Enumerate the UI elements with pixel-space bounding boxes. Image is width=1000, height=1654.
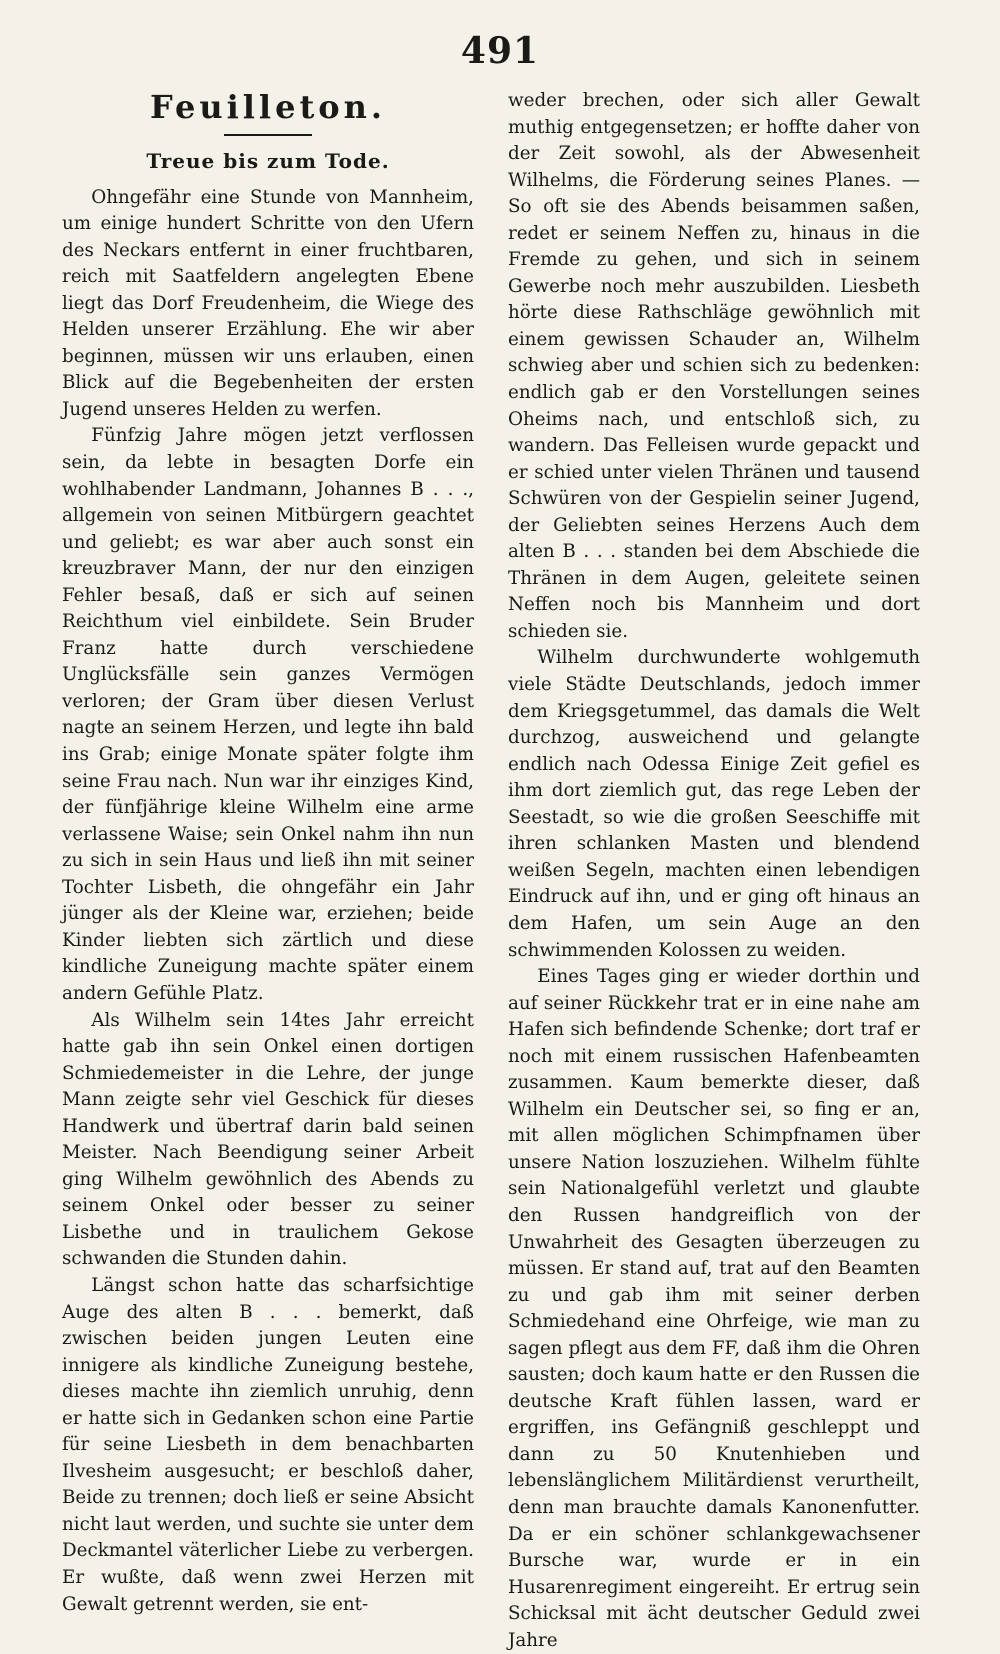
left-column [62,88,474,1618]
right-column [508,88,920,1654]
paragraph: Fünfzig Jahre mögen jetzt verflossen sein, da lebte in besagten Dorfe ein wohlhabender Landmann, Johannes B . . ., allgemein von seinen Mitbürgern geachtet und geliebt; es war aber auch sonst ein kreuzbraver Mann, der nur den einzigen Fehler besaß, daß er sich auf seinen Reichthum viel einbildete. Sein Bruder Franz hatte durch verschiedene Unglücksfälle sein ganzes Vermögen verloren; der Gram über diesen Verlust nagte an seinem Herzen, und legte ihn bald ins Grab; einige Monate später folgte ihm seine Frau nach. Nun war ihr einziges Kind, der fünfjährige kleine Wilhelm eine arme verlassene Waise; sein Onkel nahm ihn nun zu sich in sein Haus und ließ ihn mit seiner Tochter Lisbeth, die ohngefähr ein Jahr jünger als der Kleine war, erziehen; beide Kinder liebten sich zärtlich und diese kindliche Zuneigung machte später einem andern Gefühle Platz. [62,425,474,1004]
paragraph: Als Wilhelm sein 14tes Jahr erreicht hatte gab ihn sein Onkel einen dortigen Schmiedemeister in die Lehre, der junge Mann zeigte sehr viel Geschick für dieses Handwerk und übertraf darin bald seinen Meister. Nach Beendigung seiner Arbeit ging Wilhelm gewöhnlich des Abends zu seinem Onkel oder besser zu seiner Lisbethe und in traulichem Gekose schwanden die Stunden dahin. [62,1009,474,1270]
section-title: Feuilleton. [150,88,386,126]
page-number: 491 [460,30,540,72]
story-title: Treue bis zum Tode. [146,149,390,173]
title-divider [224,134,312,136]
paragraph: Längst schon hatte das scharfsichtige Auge des alten B . . . bemerkt, daß zwischen beiden jungen Leuten eine innigere als kindliche Zuneigung bestehe, dieses machte ihn ziemlich unruhig, denn er hatte sich in Gedanken schon eine Partie für seine Liesbeth in dem benachbarten Ilvesheim ausgesucht; er beschloß daher, Beide zu trennen; doch ließ er seine Absicht nicht laut werden, und suchte sie unter dem Deckmantel väterlicher Liebe zu verbergen. Er wußte, daß wenn zwei Herzen mit Gewalt getrennt werden, sie ent- [62,1274,474,1615]
paragraph: Wilhelm durchwunderte wohlgemuth viele Städte Deutschlands, jedoch immer dem Kriegsgetummel, das damals die Welt durchzog, ausweichend und gelangte endlich nach Odessa Einige Zeit gefiel es ihm dort ziemlich gut, das rege Leben der Seestadt, so wie die großen Seeschiffe mit ihren schlanken Masten und blendend weißen Segeln, machten einen lebendigen Eindruck auf ihn, und er ging oft hinaus an dem Hafen, um sein Auge an den schwimmenden Kolossen zu weiden. [508,647,920,961]
paragraph: Ohngefähr eine Stunde von Mannheim, um einige hundert Schritte von den Ufern des Neckars entfernt in einer fruchtbaren, reich mit Saatfeldern angelegten Ebene liegt das Dorf Freudenheim, die Wiege des Helden unserer Erzählung. Ehe wir aber beginnen, müssen wir uns erlauben, einen Blick auf die Begebenheiten der ersten Jugend unseres Helden zu werfen. [62,186,474,420]
paragraph: Eines Tages ging er wieder dorthin und auf seiner Rückkehr trat er in eine nahe am Hafen sich befindende Schenke; dort traf er noch mit einem russischen Hafenbeamten zusammen. Kaum bemerkte dieser, daß Wilhelm ein Deutscher sei, so fing er an, mit allen möglichen Schimpfnamen über unsere Nation loszuziehen. Wilhelm fühlte sein Nationalgefühl verletzt und glaubte den Russen handgreiflich von der Unwahrheit des Gesagten überzeugen zu müssen. Er stand auf, trat auf den Beamten zu und gab ihm mit seiner derben Schmiedehand eine Ohrfeige, wie man zu sagen pflegt aus dem FF, daß ihm die Ohren sausten; doch kaum hatte er den Russen die deutsche Kraft fühlen lassen, ward er ergriffen, ins Gefängniß geschleppt und dann zu 50 Knutenhieben und lebenslänglichem Militärdienst verurtheilt, denn man brauchte damals Kanonenfutter. Da er ein schöner schlankgewachsener Bursche war, wurde er in ein Husarenregiment eingereiht. Er ertrug sein Schicksal mit ächt deutscher Geduld zwei Jahre [508,966,920,1651]
paragraph-continued: weder brechen, oder sich aller Gewalt muthig entgegensetzen; er hoffte daher von der Zeit sowohl, als der Abwesenheit Wilhelms, die Förderung seines Planes. — So oft sie des Abends beisammen saßen, redet er seinem Neffen zu, hinaus in die Fremde zu gehen, und sich in seinem Gewerbe noch mehr auszubilden. Liesbeth hörte diese Rathschläge gewöhnlich mit einem gewissen Schauder an, Wilhelm schwieg aber und schien sich zu bedenken: endlich gab er den Vorstellungen seines Oheims nach, und entschloß sich, zu wandern. Das Felleisen wurde gepackt und er schied unter vielen Thränen und tausend Schwüren von der Gespielin seiner Jugend, der Geliebten seines Herzens Auch dem alten B . . . standen bei dem Abschiede die Thränen in dem Augen, geleitete seinen Neffen noch bis Mannheim und dort schieden sie. [508,90,920,642]
